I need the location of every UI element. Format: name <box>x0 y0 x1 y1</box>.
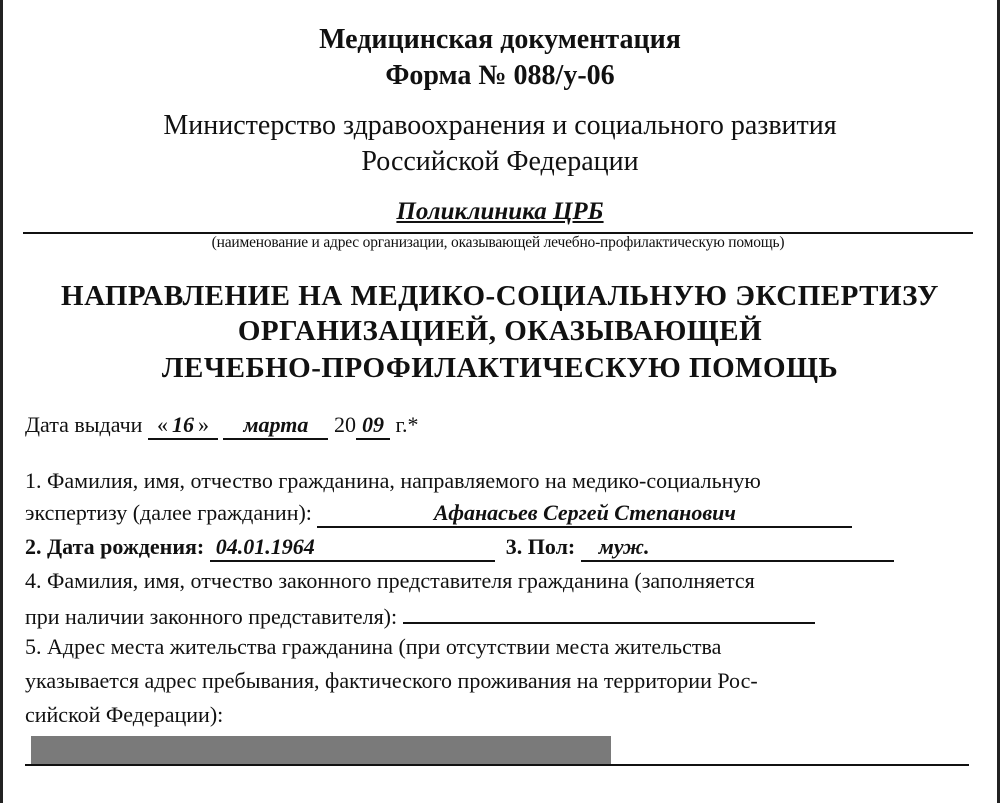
issue-day-value: 16 <box>171 412 194 437</box>
field-4-label-a: 4. Фамилия, имя, отчество законного представителя гражданина (заполняется <box>25 568 755 593</box>
form-title-line-2: ОРГАНИЗАЦИЕЙ, ОКАЗЫВАЮЩЕЙ <box>237 315 763 347</box>
field-2-3-row <box>25 534 894 562</box>
field-1-label-b: экспертизу (далее гражданин): <box>25 500 312 525</box>
field-2-label: 2. Дата рождения: <box>25 534 205 559</box>
field-3-label: 3. Пол: <box>505 534 576 559</box>
field-5-label-c: сийской Федерации): <box>25 702 224 727</box>
sex-value: муж. <box>598 534 650 559</box>
field-5-label-b: указывается адрес пребывания, фактического проживания на территории Рос- <box>25 668 758 693</box>
organization-caption: (наименование и адрес организации, оказывающей лечебно-профилактическую помощь) <box>211 234 785 251</box>
issue-date-label: Дата выдачи <box>25 412 143 437</box>
quote-open: « <box>156 412 168 437</box>
full-name-field[interactable] <box>317 500 852 528</box>
quote-close: » <box>197 412 209 437</box>
ministry-line-1: Министерство здравоохранения и социального развития <box>163 110 837 141</box>
ministry-line-2: Российской Федерации <box>361 146 639 177</box>
issue-date-row <box>25 412 418 440</box>
issue-year-unit: г.* <box>395 412 419 437</box>
issue-day-field[interactable] <box>148 412 218 440</box>
form-title-line-1: НАПРАВЛЕНИЕ НА МЕДИКО-СОЦИАЛЬНУЮ ЭКСПЕРТИЗУ <box>61 280 939 312</box>
issue-month-value: марта <box>243 412 309 437</box>
issue-year-value: 09 <box>361 412 384 437</box>
issue-year-field[interactable] <box>356 412 390 440</box>
full-name-value: Афанасьев Сергей Степанович <box>433 500 736 525</box>
birth-date-field[interactable] <box>210 534 495 562</box>
field-4-label-b: при наличии законного представителя): <box>25 604 398 629</box>
organization-value: Поликлиника ЦРБ <box>396 198 604 225</box>
issue-year-prefix: 20 <box>333 412 356 437</box>
field-1-row <box>25 500 852 528</box>
birth-date-value: 04.01.1964 <box>215 534 315 559</box>
issue-month-field[interactable] <box>223 412 328 440</box>
redacted-address <box>31 736 611 764</box>
sex-field[interactable] <box>581 534 894 562</box>
form-title-line-3: ЛЕЧЕБНО-ПРОФИЛАКТИЧЕСКУЮ ПОМОЩЬ <box>161 352 839 384</box>
legal-representative-field[interactable] <box>403 600 815 624</box>
field-1-label-a: 1. Фамилия, имя, отчество гражданина, направляемого на медико-социальную <box>25 468 761 493</box>
address-field[interactable] <box>25 764 969 766</box>
field-4-row <box>25 600 815 630</box>
doc-category: Медицинская документация <box>319 24 681 55</box>
form-number: Форма № 088/у-06 <box>385 60 615 91</box>
field-5-label-a: 5. Адрес места жительства гражданина (при отсутствии места жительства <box>25 634 722 659</box>
